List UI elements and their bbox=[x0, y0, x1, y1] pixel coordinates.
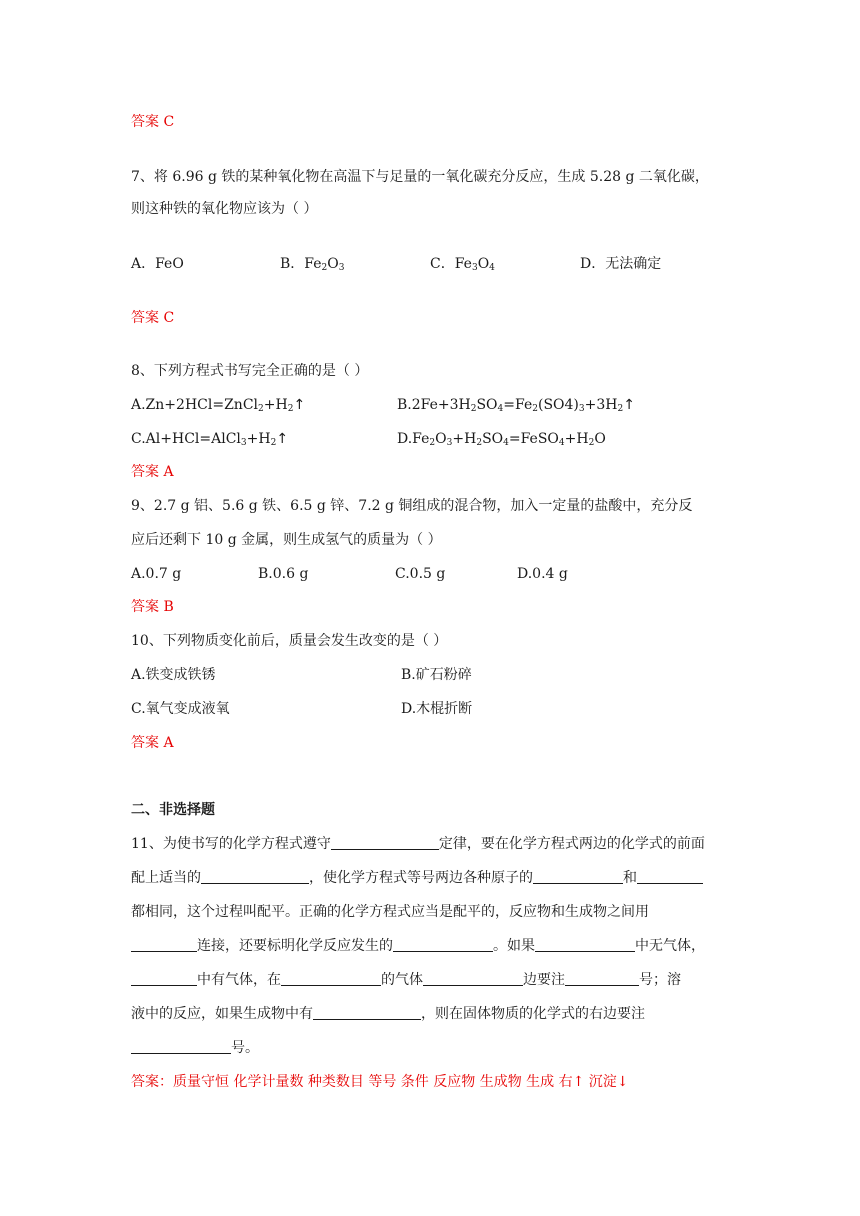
q11-line1: 11、为使书写的化学方程式遵守 定律，要在化学方程式两边的化学式的前面 bbox=[131, 836, 705, 852]
q11-answer: 答案：质量守恒 化学计量数 种类数目 等号 条件 反应物 生成物 生成 右↑ 沉淀↓ bbox=[131, 1074, 629, 1090]
q7-stem-line1: 7、将 6.96 g 铁的某种氧化物在高温下与足量的一氧化碳充分反应，生成 5.28 g 二氧化碳， bbox=[131, 169, 709, 185]
q11-line4: 连接，还要标明化学反应发生的 。如果 中无气体， bbox=[131, 936, 705, 956]
q11-line7: 号。 bbox=[131, 1038, 259, 1058]
q9-option-a: A.0.7 g bbox=[131, 566, 182, 582]
q7-answer: 答案 C bbox=[131, 310, 175, 326]
q8-option-b: $B.2Fe+3H_2SO_4=Fe_2(SO4)_3+3H_2↑$ bbox=[397, 397, 635, 414]
q10-option-a: A.铁变成铁锈 bbox=[131, 667, 216, 683]
q8-option-a: $A.Zn+2HCl=ZnCl_2+H_2↑$ bbox=[131, 397, 306, 414]
q9-stem-line1: 9、2.7 g 铝、5.6 g 铁、6.5 g 锌、7.2 g 铜组成的混合物，加入一定量的盐酸中，充分反 bbox=[131, 498, 693, 514]
q8-option-d: $D.Fe_2O_3+H_2SO_4=FeSO_4+H_2O$ bbox=[397, 431, 606, 448]
q9-option-c: C.0.5 g bbox=[395, 566, 446, 582]
q7-option-a: A．FeO bbox=[131, 256, 184, 272]
q11-line2: 配上适当的 ，使化学方程式等号两边各种原子的 和 bbox=[131, 868, 703, 888]
q10-answer: 答案 A bbox=[131, 735, 174, 751]
q7-option-c: C．$Fe_3O_4$ bbox=[430, 256, 495, 273]
q8-option-c: $C.Al+HCl=AlCl_3+H_2↑$ bbox=[131, 431, 289, 448]
q6-answer: 答案 C bbox=[131, 114, 175, 130]
q9-option-d: D.0.4 g bbox=[517, 566, 568, 582]
q11-line6: 液中的反应，如果生成物中有 ，则在固体物质的化学式的右边要注 bbox=[131, 1006, 645, 1022]
q7-option-d: D．无法确定 bbox=[580, 256, 662, 272]
q11-line5: 中有气体，在 的气体 边要注 号；溶 bbox=[131, 970, 681, 990]
q10-option-b: B.矿石粉碎 bbox=[401, 667, 472, 683]
q7-stem-line2: 则这种铁的氧化物应该为（ ） bbox=[131, 201, 318, 217]
q10-option-c: C.氧气变成液氧 bbox=[131, 701, 230, 717]
q7-option-b: B．$Fe_2O_3$ bbox=[280, 256, 345, 273]
q8-stem: 8、下列方程式书写完全正确的是（ ） bbox=[131, 363, 369, 379]
q10-option-d: D.木棍折断 bbox=[401, 701, 473, 717]
q9-answer: 答案 B bbox=[131, 599, 174, 615]
q10-stem: 10、下列物质变化前后，质量会发生改变的是（ ） bbox=[131, 633, 448, 649]
q9-stem-line2: 应后还剩下 10 g 金属，则生成氢气的质量为（ ） bbox=[131, 532, 442, 548]
q9-option-b: B.0.6 g bbox=[258, 566, 309, 582]
section-title: 二、非选择题 bbox=[131, 802, 215, 818]
q8-answer: 答案 A bbox=[131, 464, 174, 480]
q11-line3: 都相同，这个过程叫配平。正确的化学方程式应当是配平的，反应物和生成物之间用 bbox=[131, 904, 649, 920]
